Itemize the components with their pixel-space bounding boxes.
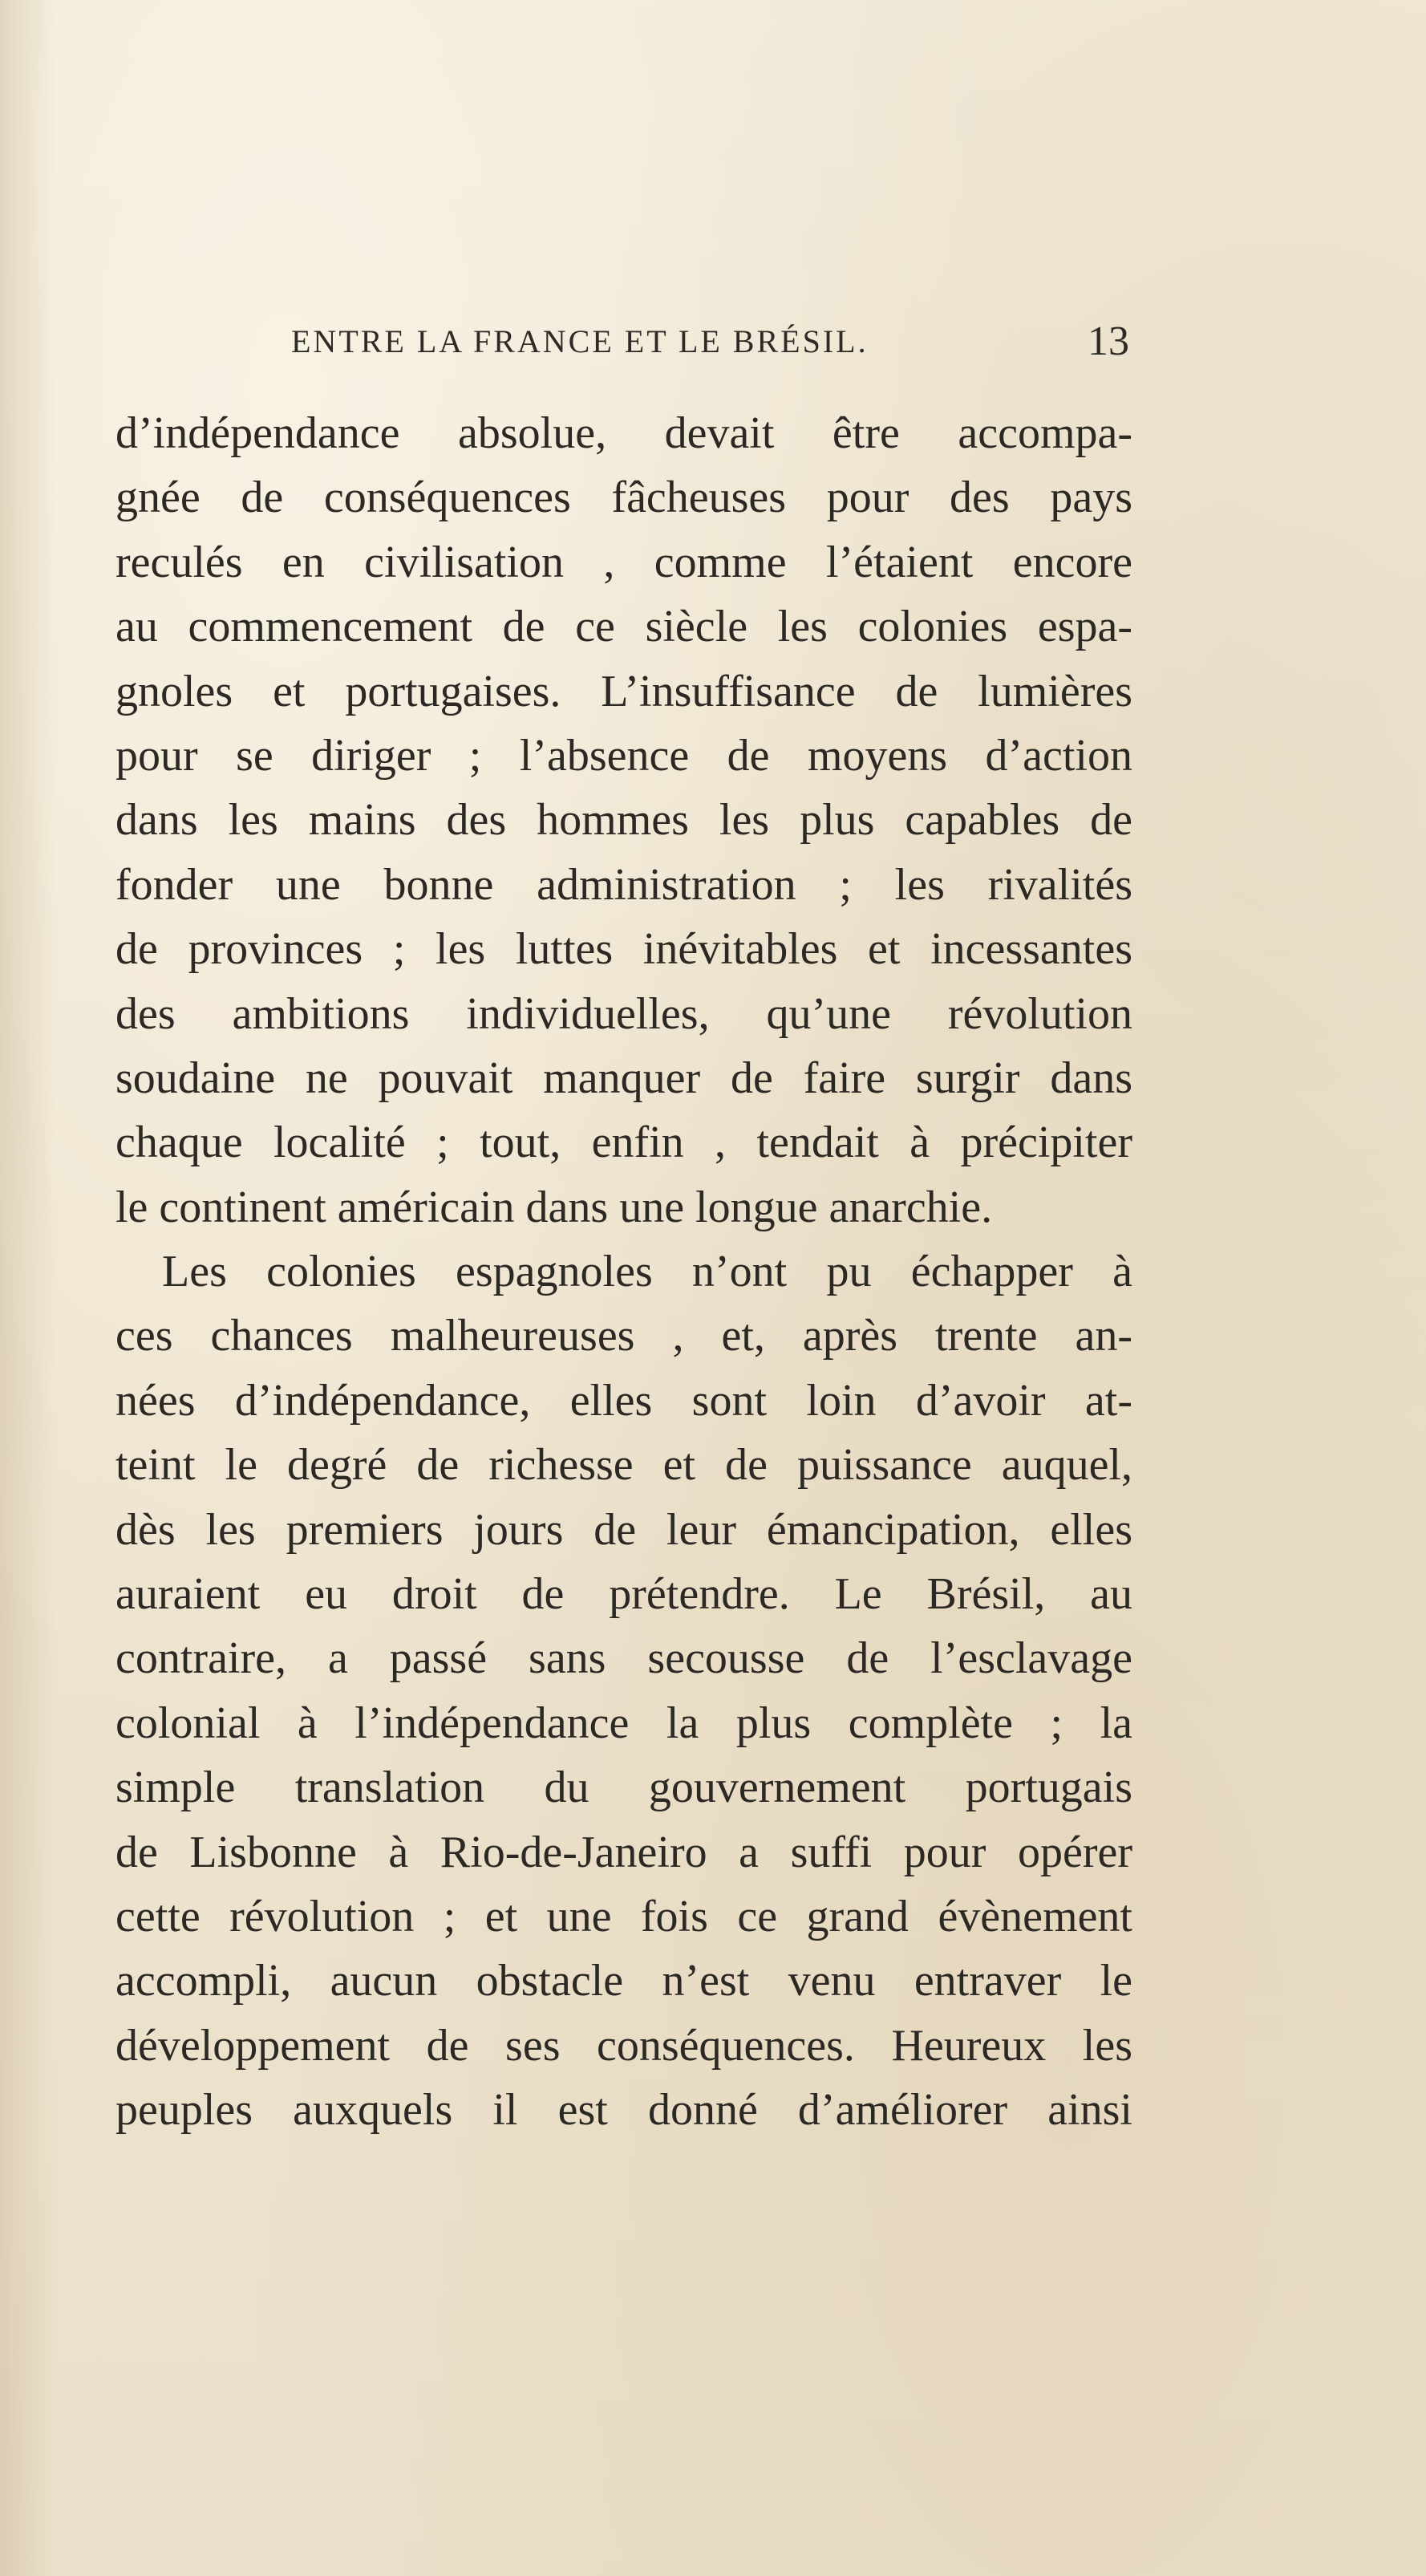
text-line: colonial à l’indépendance la plus complète ; la xyxy=(115,1698,1132,1748)
text-line: chaque localité ; tout, enfin , tendait à précipiter xyxy=(115,1118,1132,1168)
text-line: le continent américain dans une longue anarchie. xyxy=(115,1182,993,1232)
text-line: cette révolution ; et une fois ce grand évènement xyxy=(115,1891,1132,1941)
text-line: reculés en civilisation , comme l’étaient encore xyxy=(115,537,1132,587)
text-line: teint le degré de richesse et de puissance auquel, xyxy=(115,1440,1132,1491)
text-line: gnoles et portugaises. L’insuffisance de lumières xyxy=(115,666,1132,716)
text-line: des ambitions individuelles, qu’une révolution xyxy=(115,988,1132,1039)
text-line: dès les premiers jours de leur émancipation, elles xyxy=(115,1504,1132,1555)
text-line: développement de ses conséquences. Heureux les xyxy=(115,2020,1132,2071)
text-line: contraire, a passé sans secousse de l’esclavage xyxy=(115,1633,1132,1684)
text-line: fonder une bonne administration ; les rivalités xyxy=(115,859,1132,910)
body-text xyxy=(115,401,1132,2143)
text-line: ces chances malheureuses , et, après trente an- xyxy=(115,1311,1132,1361)
text-line: de provinces ; les luttes inévitables et incessantes xyxy=(115,924,1132,975)
page-number: 13 xyxy=(1088,318,1129,364)
text-line: Les colonies espagnoles n’ont pu échapper à xyxy=(162,1247,1132,1297)
text-line: pour se diriger ; l’absence de moyens d’action xyxy=(115,730,1132,781)
text-line: auraient eu droit de prétendre. Le Brésil, au xyxy=(115,1569,1132,1620)
text-line: simple translation du gouvernement portugais xyxy=(115,1763,1132,1813)
text-line: soudaine ne pouvait manquer de faire surgir dans xyxy=(115,1053,1132,1103)
text-line: dans les mains des hommes les plus capables de xyxy=(115,795,1132,846)
text-line: peuples auxquels il est donné d’améliorer ainsi xyxy=(115,2085,1132,2136)
text-line: accompli, aucun obstacle n’est venu entraver le xyxy=(115,1956,1132,2006)
text-line: gnée de conséquences fâcheuses pour des pays xyxy=(115,473,1132,523)
running-head: ENTRE LA FRANCE ET LE BRÉSIL. xyxy=(291,323,869,359)
text-line: d’indépendance absolue, devait être accompa- xyxy=(115,408,1132,458)
text-line: au commencement de ce siècle les colonies espa- xyxy=(115,602,1132,652)
text-line: de Lisbonne à Rio-de-Janeiro a suffi pour opérer xyxy=(115,1827,1132,1877)
text-line: nées d’indépendance, elles sont loin d’avoir at- xyxy=(115,1375,1132,1426)
